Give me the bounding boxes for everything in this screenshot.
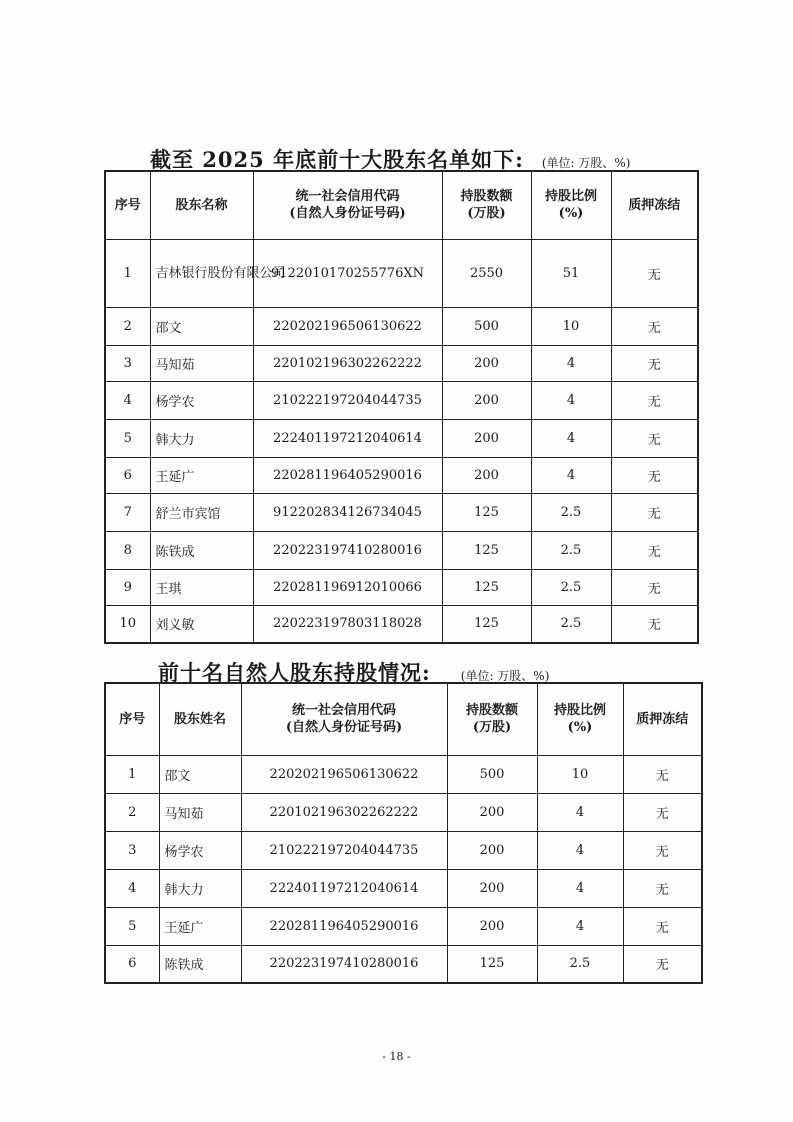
ratio-cell: 2.5 bbox=[537, 945, 623, 983]
table-row bbox=[105, 493, 698, 531]
header-shares: 持股数额 (万股) bbox=[447, 683, 537, 755]
pledge-cell: 无 bbox=[623, 945, 702, 983]
table-row bbox=[105, 457, 698, 493]
ratio-cell: 4 bbox=[537, 907, 623, 945]
pledge-cell: 无 bbox=[611, 457, 698, 493]
pledge-cell: 无 bbox=[611, 605, 698, 643]
seq-cell: 6 bbox=[105, 457, 150, 493]
header-name: 股东名称 bbox=[150, 171, 253, 239]
table-header-row bbox=[105, 171, 698, 239]
top10-unit: (单位: 万股、%) bbox=[541, 156, 631, 170]
name-cell: 王琪 bbox=[150, 569, 253, 605]
code-cell: 210222197204044735 bbox=[241, 831, 447, 869]
seq-cell: 3 bbox=[105, 831, 159, 869]
seq-cell: 9 bbox=[105, 569, 150, 605]
ratio-cell: 4 bbox=[537, 793, 623, 831]
seq-cell: 8 bbox=[105, 531, 150, 569]
table-row bbox=[105, 307, 698, 345]
seq-cell: 10 bbox=[105, 605, 150, 643]
top10-title: 截至 2025 年底前十大股东名单如下: bbox=[150, 147, 524, 172]
name-cell: 马知茹 bbox=[150, 345, 253, 381]
seq-cell: 5 bbox=[105, 419, 150, 457]
shares-cell: 125 bbox=[442, 605, 531, 643]
name-cell: 王延广 bbox=[150, 457, 253, 493]
pledge-cell: 无 bbox=[611, 531, 698, 569]
header-seq: 序号 bbox=[105, 171, 150, 239]
ratio-cell: 4 bbox=[531, 457, 611, 493]
code-cell: 220223197803118028 bbox=[253, 605, 442, 643]
seq-cell: 3 bbox=[105, 345, 150, 381]
table-row bbox=[105, 419, 698, 457]
code-cell: 220223197410280016 bbox=[253, 531, 442, 569]
shares-cell: 125 bbox=[442, 569, 531, 605]
code-cell: 912202834126734045 bbox=[253, 493, 442, 531]
ratio-cell: 51 bbox=[531, 239, 611, 307]
code-cell: 220102196302262222 bbox=[253, 345, 442, 381]
name-cell: 马知茹 bbox=[159, 793, 241, 831]
pledge-cell: 无 bbox=[611, 493, 698, 531]
name-cell: 邵文 bbox=[150, 307, 253, 345]
pledge-cell: 无 bbox=[623, 793, 702, 831]
ratio-cell: 2.5 bbox=[531, 531, 611, 569]
code-cell: 210222197204044735 bbox=[253, 381, 442, 419]
seq-cell: 2 bbox=[105, 307, 150, 345]
name-cell: 韩大力 bbox=[150, 419, 253, 457]
name-cell: 陈铁成 bbox=[159, 945, 241, 983]
header-code: 统一社会信用代码 (自然人身份证号码) bbox=[241, 683, 447, 755]
shares-cell: 200 bbox=[447, 907, 537, 945]
table-row bbox=[105, 569, 698, 605]
ratio-cell: 4 bbox=[531, 419, 611, 457]
ratio-cell: 2.5 bbox=[531, 493, 611, 531]
header-name: 股东姓名 bbox=[159, 683, 241, 755]
name-cell: 王延广 bbox=[159, 907, 241, 945]
table-row bbox=[105, 605, 698, 643]
page-number: - 18 - bbox=[382, 1050, 411, 1063]
name-cell: 杨学农 bbox=[159, 831, 241, 869]
table-header-row bbox=[105, 683, 702, 755]
shares-cell: 200 bbox=[442, 457, 531, 493]
code-cell: 220202196506130622 bbox=[253, 307, 442, 345]
pledge-cell: 无 bbox=[611, 307, 698, 345]
shares-cell: 500 bbox=[442, 307, 531, 345]
code-cell: 9122010170255776XN bbox=[253, 239, 442, 307]
table-row bbox=[105, 381, 698, 419]
pledge-cell: 无 bbox=[611, 345, 698, 381]
table-row bbox=[105, 345, 698, 381]
name-cell: 陈铁成 bbox=[150, 531, 253, 569]
header-pledge: 质押冻结 bbox=[611, 171, 698, 239]
ratio-cell: 2.5 bbox=[531, 605, 611, 643]
shares-cell: 200 bbox=[447, 793, 537, 831]
name-cell: 刘义敏 bbox=[150, 605, 253, 643]
table-row bbox=[105, 831, 702, 869]
pledge-cell: 无 bbox=[611, 239, 698, 307]
pledge-cell: 无 bbox=[623, 869, 702, 907]
header-shares: 持股数额 (万股) bbox=[442, 171, 531, 239]
shares-cell: 200 bbox=[447, 869, 537, 907]
shares-cell: 2550 bbox=[442, 239, 531, 307]
shares-cell: 200 bbox=[442, 345, 531, 381]
ratio-cell: 4 bbox=[531, 381, 611, 419]
name-cell: 舒兰市宾馆 bbox=[150, 493, 253, 531]
table-row bbox=[105, 945, 702, 983]
pledge-cell: 无 bbox=[611, 569, 698, 605]
table-row bbox=[105, 755, 702, 793]
code-cell: 220102196302262222 bbox=[241, 793, 447, 831]
pledge-cell: 无 bbox=[611, 381, 698, 419]
name-cell: 吉林银行股份有限公司 bbox=[150, 239, 253, 307]
seq-cell: 7 bbox=[105, 493, 150, 531]
shares-cell: 200 bbox=[442, 419, 531, 457]
seq-cell: 5 bbox=[105, 907, 159, 945]
code-cell: 220281196405290016 bbox=[241, 907, 447, 945]
table-row bbox=[105, 907, 702, 945]
header-ratio: 持股比例 (%) bbox=[531, 171, 611, 239]
table-row bbox=[105, 793, 702, 831]
natural-title: 前十名自然人股东持股情况: bbox=[158, 660, 431, 685]
top10-shareholders-table bbox=[104, 170, 699, 644]
table-row bbox=[105, 869, 702, 907]
code-cell: 220223197410280016 bbox=[241, 945, 447, 983]
natural-table-body bbox=[105, 755, 702, 983]
natural-shareholders-table bbox=[104, 682, 703, 984]
ratio-cell: 4 bbox=[537, 831, 623, 869]
name-cell: 杨学农 bbox=[150, 381, 253, 419]
ratio-cell: 10 bbox=[537, 755, 623, 793]
shares-cell: 125 bbox=[442, 531, 531, 569]
pledge-cell: 无 bbox=[623, 907, 702, 945]
table-row bbox=[105, 531, 698, 569]
shares-cell: 500 bbox=[447, 755, 537, 793]
seq-cell: 2 bbox=[105, 793, 159, 831]
ratio-cell: 4 bbox=[537, 869, 623, 907]
ratio-cell: 4 bbox=[531, 345, 611, 381]
header-seq: 序号 bbox=[105, 683, 159, 755]
seq-cell: 4 bbox=[105, 381, 150, 419]
code-cell: 222401197212040614 bbox=[241, 869, 447, 907]
code-cell: 220202196506130622 bbox=[241, 755, 447, 793]
pledge-cell: 无 bbox=[611, 419, 698, 457]
pledge-cell: 无 bbox=[623, 831, 702, 869]
pledge-cell: 无 bbox=[623, 755, 702, 793]
shares-cell: 200 bbox=[447, 831, 537, 869]
table-row bbox=[105, 239, 698, 307]
ratio-cell: 10 bbox=[531, 307, 611, 345]
seq-cell: 6 bbox=[105, 945, 159, 983]
seq-cell: 4 bbox=[105, 869, 159, 907]
name-cell: 邵文 bbox=[159, 755, 241, 793]
name-cell: 韩大力 bbox=[159, 869, 241, 907]
code-cell: 220281196405290016 bbox=[253, 457, 442, 493]
ratio-cell: 2.5 bbox=[531, 569, 611, 605]
shares-cell: 200 bbox=[442, 381, 531, 419]
header-code: 统一社会信用代码 (自然人身份证号码) bbox=[253, 171, 442, 239]
shares-cell: 125 bbox=[447, 945, 537, 983]
seq-cell: 1 bbox=[105, 755, 159, 793]
seq-cell: 1 bbox=[105, 239, 150, 307]
header-ratio: 持股比例 (%) bbox=[537, 683, 623, 755]
code-cell: 222401197212040614 bbox=[253, 419, 442, 457]
shares-cell: 125 bbox=[442, 493, 531, 531]
natural-unit: (单位: 万股、%) bbox=[460, 669, 550, 683]
code-cell: 220281196912010066 bbox=[253, 569, 442, 605]
top10-table-body bbox=[105, 239, 698, 643]
header-pledge: 质押冻结 bbox=[623, 683, 702, 755]
